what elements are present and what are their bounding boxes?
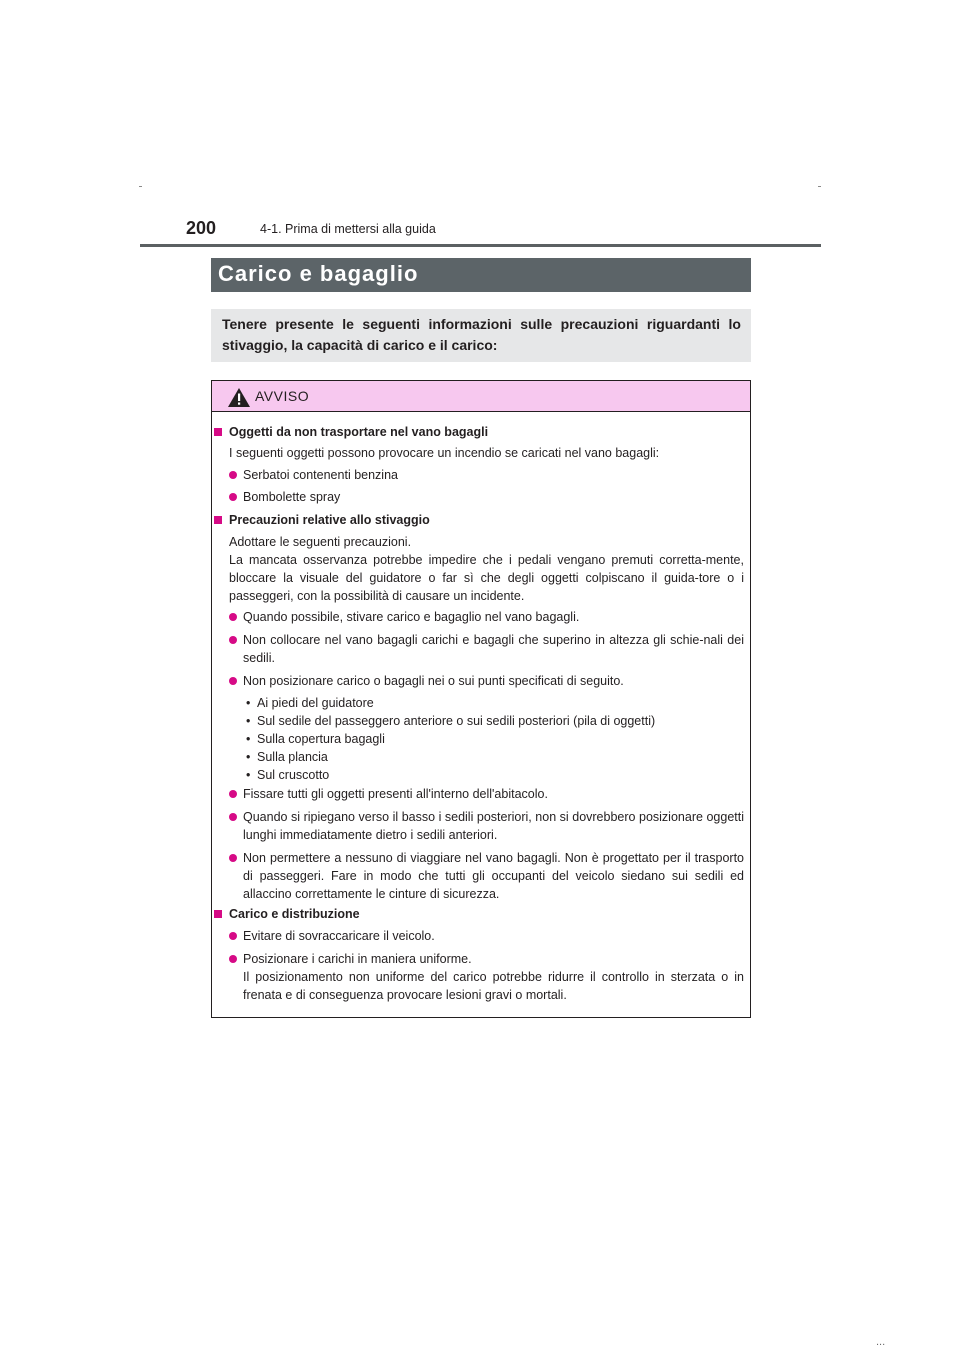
sub-bullet-marker: • — [246, 714, 251, 728]
sub-list-item: Sul sedile del passeggero anteriore o sui sedili posteriori (pila di oggetti) — [257, 714, 656, 728]
intro-text: Tenere presente le seguenti informazioni sulle precauzioni riguardanti lo stivaggio, la capacità di carico e il carico: — [222, 316, 741, 353]
list-item: Fissare tutti gli oggetti presenti all'interno dell'abitacolo. — [243, 787, 548, 801]
section-heading: Carico e distribuzione — [229, 907, 360, 921]
sub-list-item: Sul cruscotto — [257, 768, 330, 782]
bullet-marker — [229, 613, 237, 621]
section-marker — [214, 428, 222, 436]
header-rule — [140, 244, 821, 247]
body-text: I seguenti oggetti possono provocare un incendio se caricati nel vano bagagli: — [229, 446, 660, 460]
list-item: Non permettere a nessuno di viaggiare nel vano bagagli. Non è progettato per il trasporto di passeggeri. Fare in modo che tutti gli occupanti del veicolo siedano sui sedili ed allaccino correttamente le cinture di sicurezza. — [243, 851, 744, 901]
list-item-detail: Il posizionamento non uniforme del carico potrebbe ridurre il controllo in sterzata o in frenata e di conseguenza provocare lesioni gravi o mortali. — [243, 970, 744, 1002]
bullet-marker — [229, 932, 237, 940]
crop-mark-right — [818, 186, 821, 187]
sub-list-item: Sulla copertura bagagli — [257, 732, 385, 746]
bullet-marker — [229, 471, 237, 479]
section-heading: Oggetti da non trasportare nel vano bagagli — [229, 425, 489, 439]
body-text: La mancata osservanza potrebbe impedire che i pedali vengano premuti corretta-mente, bloccare la visuale del guidatore o far sì che degli oggetti colpiscano il guida-tore o i passeggeri, con la possibilità di causare un incidente. — [229, 553, 744, 603]
list-item: Quando possibile, stivare carico e bagaglio nel vano bagagli. — [243, 610, 580, 624]
intro-box — [211, 309, 751, 362]
list-item: Quando si ripiegano verso il basso i sedili posteriori, non si dovrebbero posizionare oggetti lunghi immediatamente dietro i sedili anteriori. — [243, 810, 744, 842]
warning-label: AVVISO — [255, 388, 310, 404]
bullet-marker — [229, 854, 237, 862]
bullet-marker — [229, 790, 237, 798]
page-number: 200 — [186, 218, 217, 238]
list-item: Non collocare nel vano bagagli carichi e bagagli che superino in altezza gli schie-nali dei sedili. — [243, 633, 744, 665]
footer-mark: ... — [876, 1336, 886, 1348]
list-item: Evitare di sovraccaricare il veicolo. — [243, 929, 435, 943]
sub-list-item: Sulla plancia — [257, 750, 328, 764]
sub-bullet-marker: • — [246, 732, 251, 746]
bullet-marker — [229, 955, 237, 963]
bullet-marker — [229, 813, 237, 821]
sub-bullet-marker: • — [246, 696, 251, 710]
body-text: Adottare le seguenti precauzioni. — [229, 535, 412, 549]
crop-mark-left — [139, 186, 142, 187]
section-marker — [214, 516, 222, 524]
bullet-marker — [229, 493, 237, 501]
warning-header — [212, 381, 750, 412]
section-heading: Precauzioni relative allo stivaggio — [229, 513, 430, 527]
list-item: Posizionare i carichi in maniera uniforme. — [243, 952, 472, 966]
warning-triangle-icon — [228, 388, 250, 407]
bullet-marker — [229, 636, 237, 644]
title-bar — [211, 258, 751, 292]
section-marker — [214, 910, 222, 918]
list-item: Serbatoi contenenti benzina — [243, 468, 398, 482]
sub-bullet-marker: • — [246, 750, 251, 764]
bullet-marker — [229, 677, 237, 685]
list-item: Non posizionare carico o bagagli nei o sui punti specificati di seguito. — [243, 674, 624, 688]
section-path: 4-1. Prima di mettersi alla guida — [260, 222, 436, 236]
page-title: Carico e bagaglio — [218, 261, 419, 286]
sub-list-item: Ai piedi del guidatore — [257, 696, 374, 710]
warning-box — [211, 380, 751, 1018]
list-item: Bombolette spray — [243, 490, 341, 504]
sub-bullet-marker: • — [246, 768, 251, 782]
